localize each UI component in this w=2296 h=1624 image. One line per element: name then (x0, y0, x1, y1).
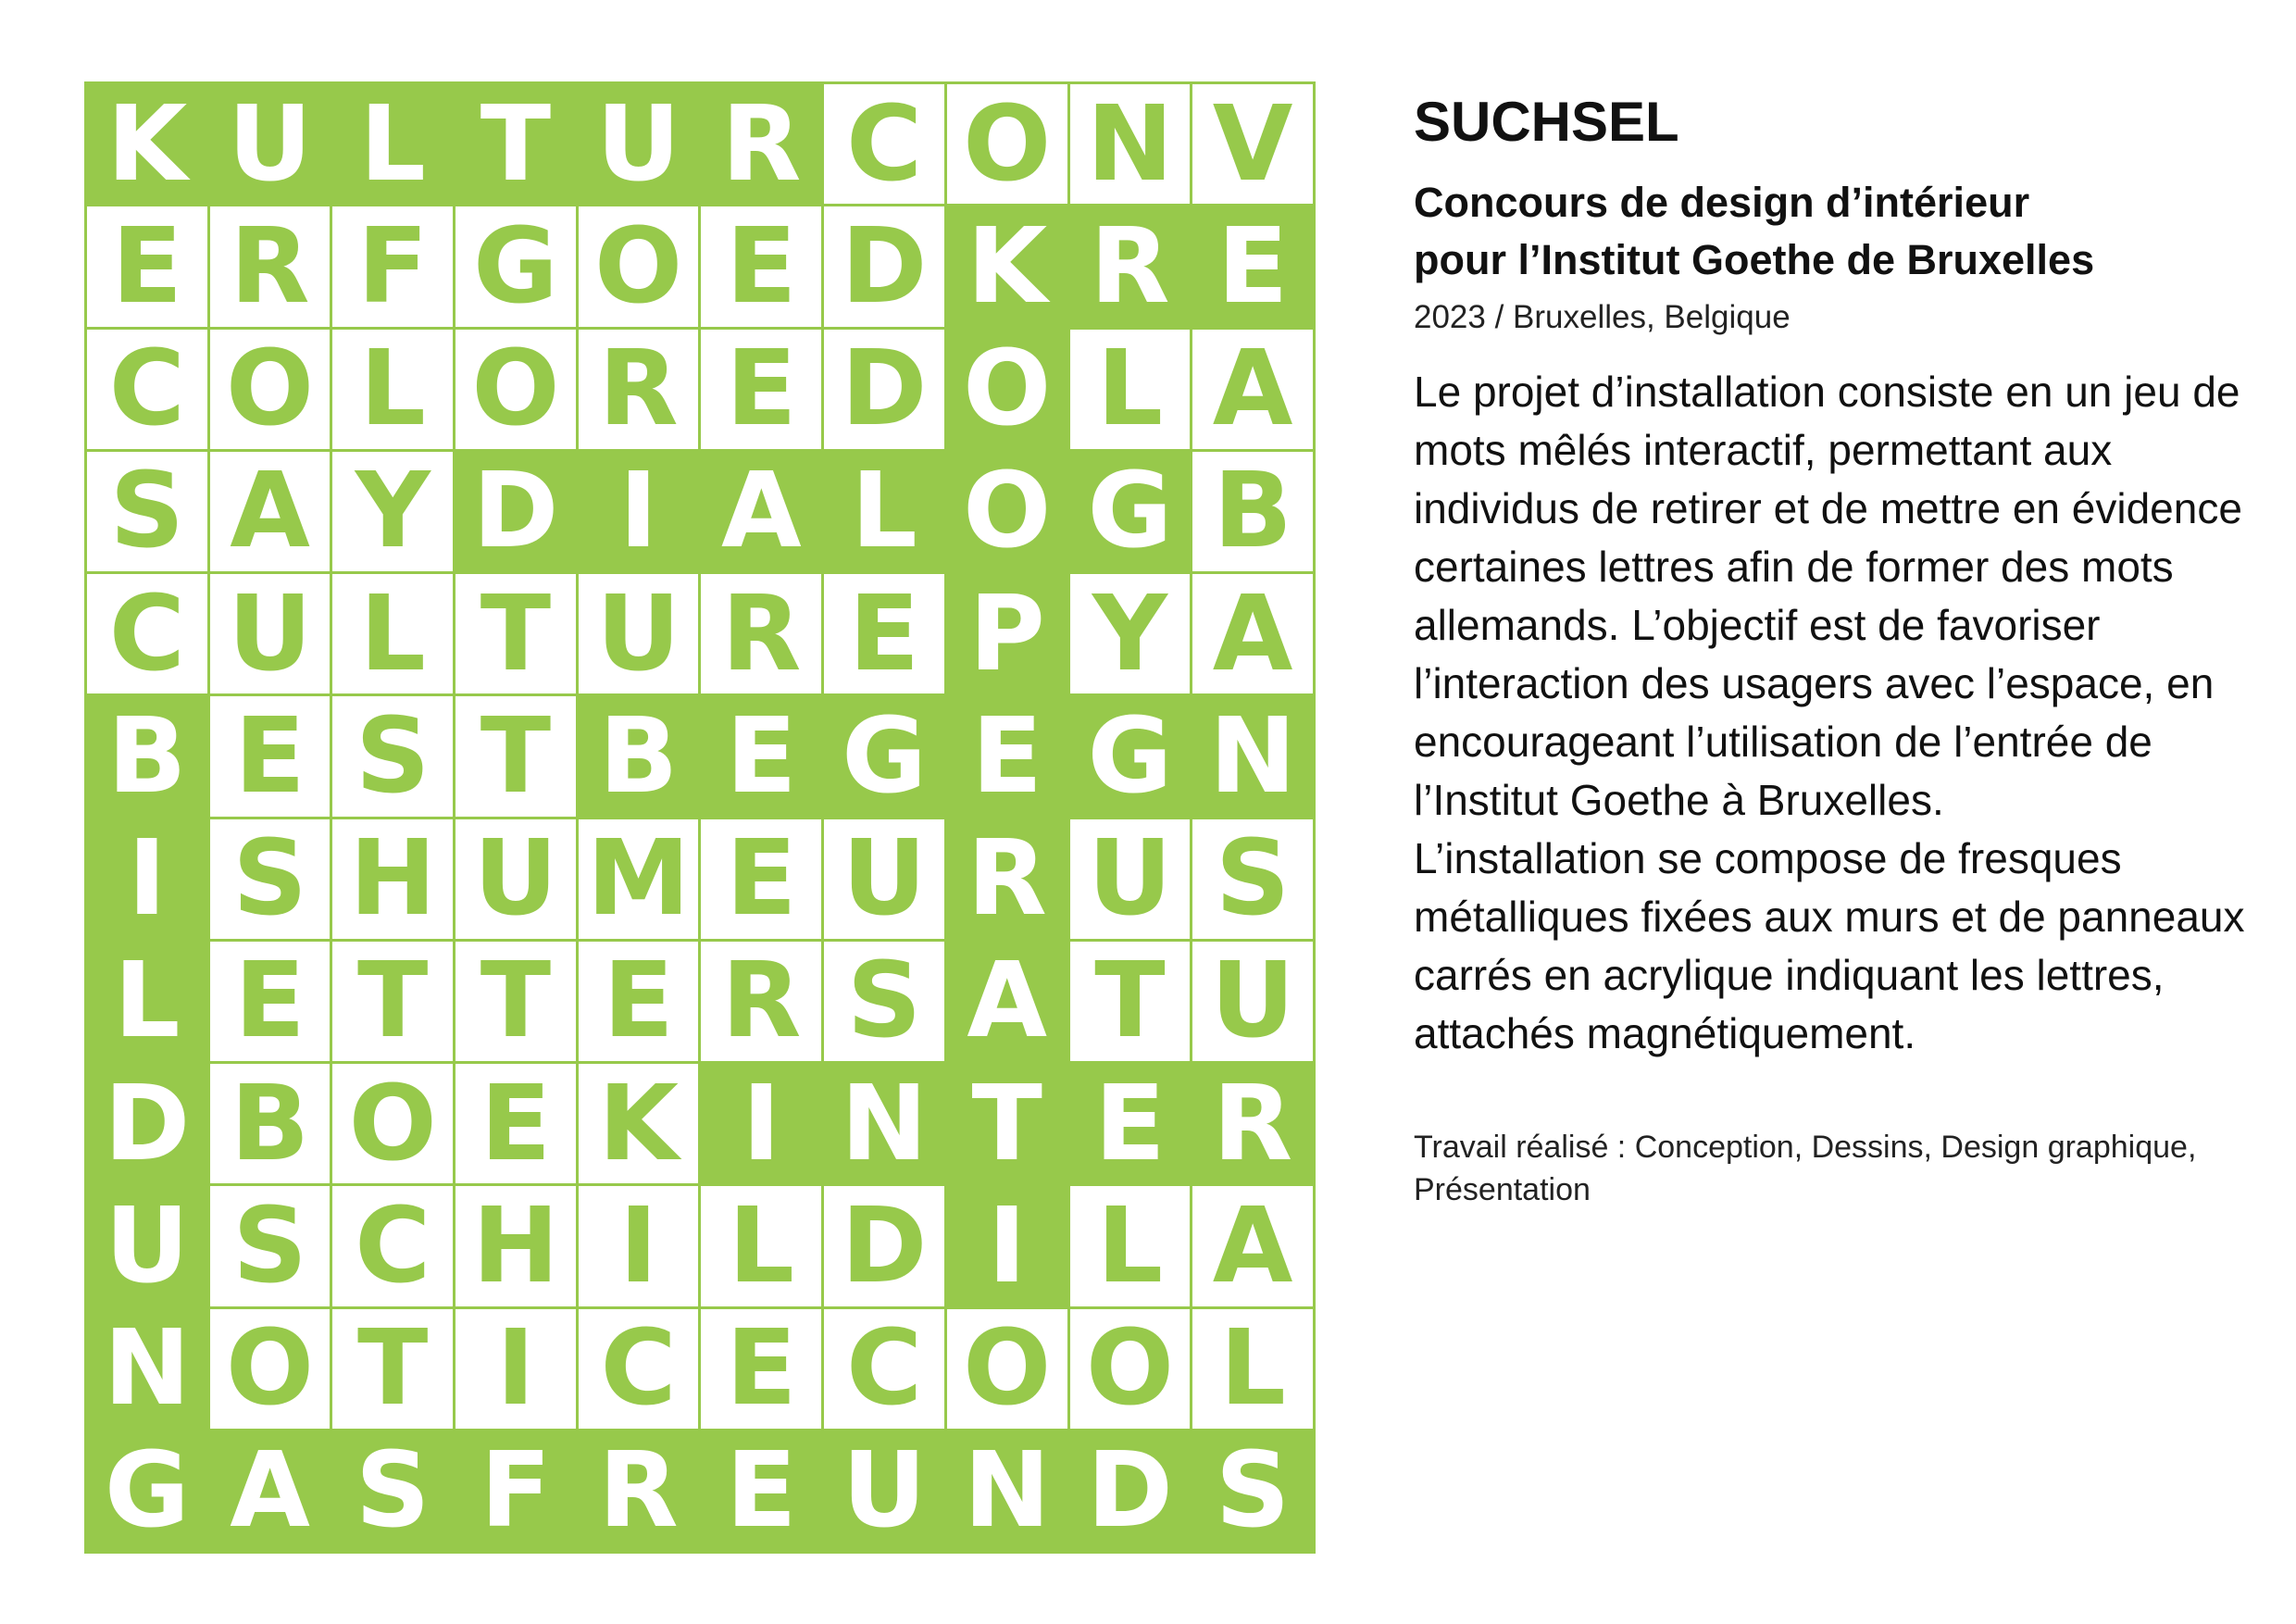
grid-letter-cell: S (332, 696, 453, 816)
grid-letter-cell: A (1192, 1186, 1313, 1305)
grid-letter-cell: K (87, 84, 207, 204)
grid-letter-cell: S (87, 452, 207, 571)
grid-letter-cell: R (210, 206, 331, 326)
grid-letter-cell: N (1192, 696, 1313, 816)
grid-letter-cell: G (455, 206, 576, 326)
grid-letter-cell: C (87, 574, 207, 693)
grid-letter-cell: L (332, 574, 453, 693)
grid-letter-cell: S (210, 1186, 331, 1305)
grid-letter-cell: R (701, 942, 821, 1061)
grid-letter-cell: R (947, 819, 1067, 939)
grid-letter-cell: E (1070, 1064, 1191, 1183)
grid-letter-cell: Y (1070, 574, 1191, 693)
work-credits: Travail réalisé : Conception, Dessins, Design graphique, Présentation (1414, 1130, 2197, 1207)
grid-letter-cell: O (210, 1309, 331, 1429)
description-paragraph-1: Le projet d’installation consiste en un jeu de mots mêlés interactif, permettant aux individus de retirer et de mettre en évidence certaines lettres afin de former des mots allemands. L’objectif est de favoriser l’interaction des usagers avec l’espace, en encourageant l’utilisation de l’entrée de l’Institut Goethe à Bruxelles. (1414, 368, 2242, 824)
grid-letter-cell: E (210, 942, 331, 1061)
grid-letter-cell: B (1192, 452, 1313, 571)
grid-letter-cell: E (701, 330, 821, 449)
grid-letter-cell: E (701, 1431, 821, 1551)
grid-letter-cell: U (210, 574, 331, 693)
project-year-location: 2023 / Bruxelles, Belgique (1414, 299, 1791, 335)
grid-letter-cell: E (87, 206, 207, 326)
grid-letter-cell: L (824, 452, 944, 571)
grid-letter-cell: A (210, 1431, 331, 1551)
grid-letter-cell: S (210, 819, 331, 939)
grid-letter-cell: C (824, 84, 944, 204)
grid-letter-cell: S (1192, 819, 1313, 939)
grid-letter-cell: O (210, 330, 331, 449)
grid-letter-cell: R (1070, 206, 1191, 326)
grid-letter-cell: N (87, 1309, 207, 1429)
grid-letter-cell: A (210, 452, 331, 571)
grid-letter-cell: N (947, 1431, 1067, 1551)
grid-letter-cell: T (1070, 942, 1191, 1061)
grid-letter-cell: C (332, 1186, 453, 1305)
grid-letter-cell: R (579, 1431, 699, 1551)
grid-letter-cell: E (1192, 206, 1313, 326)
grid-letter-cell: T (455, 942, 576, 1061)
grid-letter-cell: T (455, 574, 576, 693)
grid-letter-cell: F (332, 206, 453, 326)
grid-letter-cell: N (824, 1064, 944, 1183)
grid-letter-cell: C (824, 1309, 944, 1429)
grid-letter-cell: T (332, 1309, 453, 1429)
grid-letter-cell: O (1070, 1309, 1191, 1429)
grid-letter-cell: E (701, 819, 821, 939)
grid-letter-cell: B (579, 696, 699, 816)
grid-letter-cell: I (701, 1064, 821, 1183)
subtitle-line-2: pour l’Institut Goethe de Bruxelles (1414, 236, 2095, 283)
grid-letter-cell: L (1070, 330, 1191, 449)
grid-letter-cell: D (824, 206, 944, 326)
grid-letter-cell: D (824, 330, 944, 449)
grid-letter-cell: U (210, 84, 331, 204)
grid-letter-cell: S (824, 942, 944, 1061)
grid-letter-cell: A (1192, 574, 1313, 693)
grid-letter-cell: K (947, 206, 1067, 326)
grid-letter-cell: L (1192, 1309, 1313, 1429)
grid-letter-cell: A (947, 942, 1067, 1061)
grid-letter-cell: U (1192, 942, 1313, 1061)
grid-letter-cell: R (579, 330, 699, 449)
grid-letter-cell: T (332, 942, 453, 1061)
grid-letter-cell: Y (332, 452, 453, 571)
project-info (1414, 89, 2247, 1211)
project-title: SUCHSEL (1414, 91, 1679, 153)
word-search-grid (84, 81, 1316, 1554)
grid-letter-cell: T (455, 84, 576, 204)
grid-letter-cell: H (455, 1186, 576, 1305)
grid-letter-cell: N (1070, 84, 1191, 204)
grid-letter-cell: M (579, 819, 699, 939)
grid-letter-cell: D (87, 1064, 207, 1183)
grid-letter-cell: S (332, 1431, 453, 1551)
grid-letter-cell: U (579, 574, 699, 693)
grid-letter-cell: U (579, 84, 699, 204)
grid-letter-cell: O (332, 1064, 453, 1183)
grid-letter-cell: G (1070, 696, 1191, 816)
grid-letter-cell: S (1192, 1431, 1313, 1551)
grid-letter-cell: L (701, 1186, 821, 1305)
project-description (1414, 363, 2247, 1063)
grid-letter-cell: E (210, 696, 331, 816)
grid-letter-cell: E (701, 206, 821, 326)
grid-letter-cell: L (87, 942, 207, 1061)
grid-letter-cell: T (455, 696, 576, 816)
grid-letter-cell: I (579, 452, 699, 571)
grid-letter-cell: U (1070, 819, 1191, 939)
grid-letter-cell: L (332, 84, 453, 204)
grid-letter-cell: R (701, 84, 821, 204)
grid-letter-cell: O (947, 84, 1067, 204)
project-subtitle (1414, 174, 2247, 289)
grid-letter-cell: E (455, 1064, 576, 1183)
grid-letter-cell: D (824, 1186, 944, 1305)
grid-letter-cell: G (1070, 452, 1191, 571)
grid-letter-cell: E (701, 696, 821, 816)
grid-letter-cell: B (210, 1064, 331, 1183)
grid-letter-cell: K (579, 1064, 699, 1183)
grid-letter-cell: U (87, 1186, 207, 1305)
grid-letter-cell: E (947, 696, 1067, 816)
grid-letter-cell: P (947, 574, 1067, 693)
grid-letter-cell: O (455, 330, 576, 449)
grid-letter-cell: R (701, 574, 821, 693)
grid-letter-cell: E (824, 574, 944, 693)
grid-letter-cell: I (947, 1186, 1067, 1305)
grid-letter-cell: C (579, 1309, 699, 1429)
grid-letter-cell: D (455, 452, 576, 571)
grid-letter-cell: V (1192, 84, 1313, 204)
grid-letter-cell: A (701, 452, 821, 571)
grid-letter-cell: U (824, 819, 944, 939)
grid-letter-cell: O (947, 1309, 1067, 1429)
grid-letter-cell: D (1070, 1431, 1191, 1551)
grid-letter-cell: H (332, 819, 453, 939)
grid-letter-cell: U (455, 819, 576, 939)
grid-letter-cell: A (1192, 330, 1313, 449)
grid-letter-cell: I (455, 1309, 576, 1429)
grid-letter-cell: L (332, 330, 453, 449)
grid-letter-cell: R (1192, 1064, 1313, 1183)
description-paragraph-2: L’installation se compose de fresques métalliques fixées aux murs et de panneaux carrés en acrylique indiquant les lettres, attachés magnétiquement. (1414, 834, 2245, 1057)
grid-letter-cell: T (947, 1064, 1067, 1183)
grid-letter-cell: E (579, 942, 699, 1061)
grid-letter-cell: O (579, 206, 699, 326)
grid-letter-cell: E (701, 1309, 821, 1429)
grid-letter-cell: C (87, 330, 207, 449)
subtitle-line-1: Concours de design d’intérieur (1414, 179, 2030, 226)
grid-letter-cell: I (87, 819, 207, 939)
grid-letter-cell: O (947, 452, 1067, 571)
grid-letter-cell: B (87, 696, 207, 816)
grid-letter-cell: G (87, 1431, 207, 1551)
grid-letter-cell: I (579, 1186, 699, 1305)
grid-letter-cell: O (947, 330, 1067, 449)
grid-letter-cell: G (824, 696, 944, 816)
grid-letter-cell: U (824, 1431, 944, 1551)
grid-letter-cell: F (455, 1431, 576, 1551)
grid-letter-cell: L (1070, 1186, 1191, 1305)
